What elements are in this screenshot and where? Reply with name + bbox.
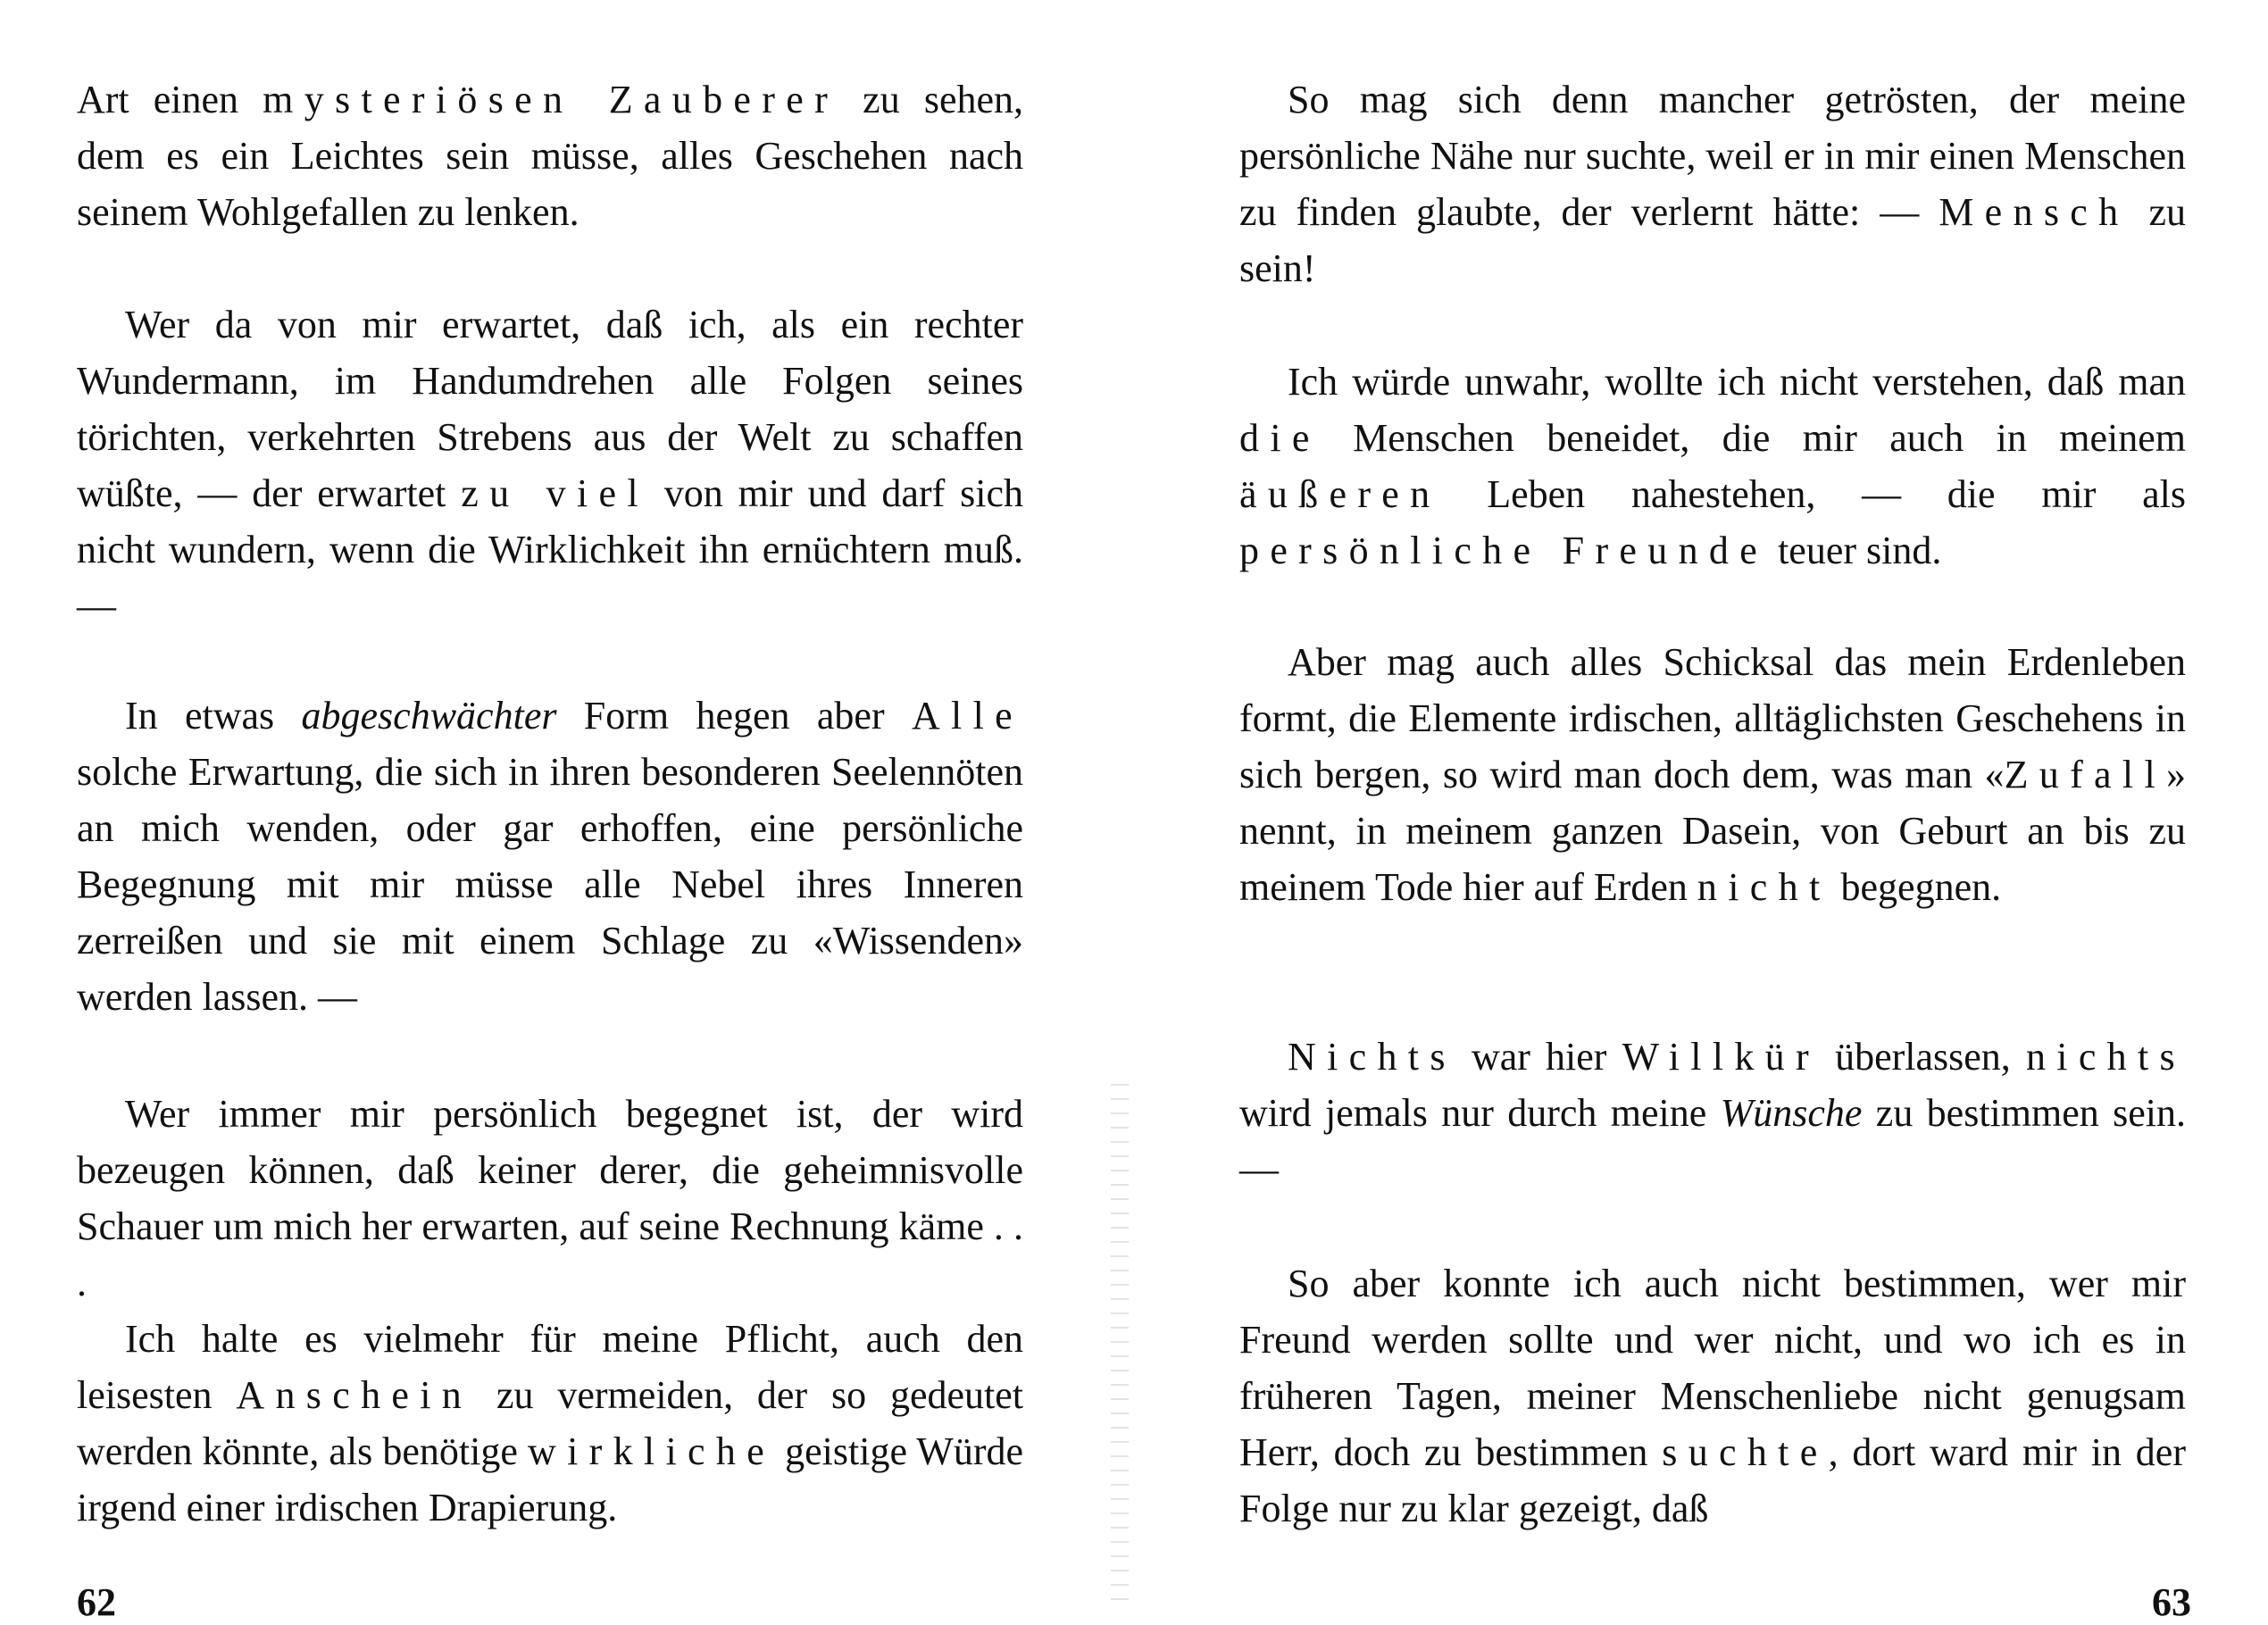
left-paragraph-5	[77, 1311, 1023, 1536]
run: zu bestimmen sein. —	[1239, 1091, 2186, 1191]
right-page	[1239, 71, 2186, 1607]
run: Wer immer mir persönlich begegnet ist, der wird bezeugen können, daß keiner derer, die geheimnisvolle Schauer um mich her erwarten, auf seine Rechnung käme . . .	[77, 1092, 1023, 1304]
left-paragraph-3	[77, 688, 1023, 1025]
run: wird jemals nur durch meine	[1239, 1091, 1721, 1135]
spaced-run: Mensch	[1939, 190, 2130, 234]
run: Ich halte es vielmehr für meine Pflicht, auch den leisesten	[77, 1317, 1023, 1417]
run: So mag sich denn mancher getrösten, der meine persönliche Nähe nur suchte, weil er in mir einen Menschen zu finden glaubte, der verlernt hätte: —	[1239, 78, 2186, 234]
spaced-run: persönliche Freunde	[1239, 529, 1769, 572]
spaced-run: mysteriösen Zauberer	[263, 78, 839, 121]
run: überlassen,	[1819, 1035, 2026, 1079]
run: In etwas	[125, 694, 302, 738]
run: war hier	[1455, 1035, 1622, 1079]
run: geistige Würde irgend einer irdischen Drapierung.	[77, 1429, 1024, 1529]
run: teuer sind.	[1768, 529, 1942, 572]
run: Leben nahestehen, — die mir als	[1440, 472, 2186, 516]
spaced-run: zu viel	[461, 471, 649, 515]
run: solche Erwartung, die sich in ihren besonderen Seelennöten an mich wenden, oder gar erhoffen, eine persönliche Begegnung mit mir müsse alle Nebel ihres Inneren zerreißen und sie mit einem Schlage zu «Wissenden» werden lassen. —	[77, 750, 1023, 1019]
spaced-run: wirkliche	[528, 1429, 776, 1473]
run: Wer da von mir erwartet, daß ich, als ein rechter Wundermann, im Handumdrehen alle Folgen seines törichten, verkehrten Strebens aus der Welt zu schaffen wüßte, — der erwartet	[77, 303, 1023, 515]
spaced-run: suchte	[1662, 1430, 1829, 1474]
spaced-run: Willkür	[1622, 1035, 1820, 1079]
right-paragraph-3	[1239, 634, 2186, 915]
run: Form hegen aber	[556, 694, 912, 738]
run: Ich würde unwahr, wollte ich nicht verstehen, daß man	[1288, 360, 2186, 404]
left-paragraph-1	[77, 71, 1023, 240]
right-paragraph-2	[1239, 354, 2186, 579]
run: Menschen beneidet, die mir auch in meinem	[1320, 416, 2186, 460]
gutter-shadow	[1111, 1071, 1129, 1607]
italic-run: Wünsche	[1720, 1091, 1863, 1135]
run: zu sehen, dem es ein Leichtes sein müsse, alles Geschehen nach seinem Wohlgefallen zu lenken.	[77, 78, 1024, 234]
spaced-run: Zufall	[2004, 753, 2166, 796]
run: begegnen.	[1830, 865, 2002, 909]
run: So aber konnte ich auch nicht bestimmen, wer mir Freund werden sollte und wer nicht, und wo ich es in früheren Tagen, meiner Menschenliebe nicht genugsam Herr, doch zu bestimmen	[1239, 1262, 2186, 1474]
left-paragraph-2	[77, 296, 1023, 634]
run: , dort ward mir in der Folge nur zu klar gezeigt, daß	[1239, 1430, 2186, 1530]
run: Aber mag auch alles Schicksal das mein Erdenleben formt, die Elemente irdischen, alltäglichsten Geschehens in sich bergen, so wird man doch dem, was man «	[1239, 640, 2186, 796]
run: Art einen	[77, 78, 263, 121]
run: » nennt, in meinem ganzen Dasein, von Geburt an bis zu meinem Tode hier auf Erden	[1239, 753, 2186, 909]
right-paragraph-5	[1239, 1255, 2186, 1537]
run: zu vermeiden, der so gedeutet werden könnte, als benötige	[77, 1373, 1023, 1473]
spaced-run: Anschein	[236, 1373, 473, 1417]
right-paragraph-4	[1239, 1029, 2186, 1197]
run: zu sein!	[1239, 190, 2187, 290]
run: von mir und darf sich nicht wundern, wenn die Wirklichkeit ihn ernüchtern muß. —	[77, 471, 1024, 628]
left-paragraph-4	[77, 1086, 1023, 1311]
spaced-run: Alle	[911, 694, 1023, 738]
spaced-run: nicht	[1697, 865, 1831, 909]
spaced-run: Nichts	[1288, 1035, 1456, 1079]
right-paragraph-1	[1239, 71, 2186, 296]
page-number-right: 63	[2152, 1580, 2191, 1624]
italic-run: abgeschwächter	[301, 694, 557, 738]
spaced-run: äußeren	[1239, 472, 1441, 516]
left-page	[77, 71, 1023, 1607]
spaced-run: die	[1239, 416, 1321, 460]
page-number-left: 62	[77, 1580, 116, 1624]
spaced-run: nichts	[2025, 1035, 2186, 1079]
